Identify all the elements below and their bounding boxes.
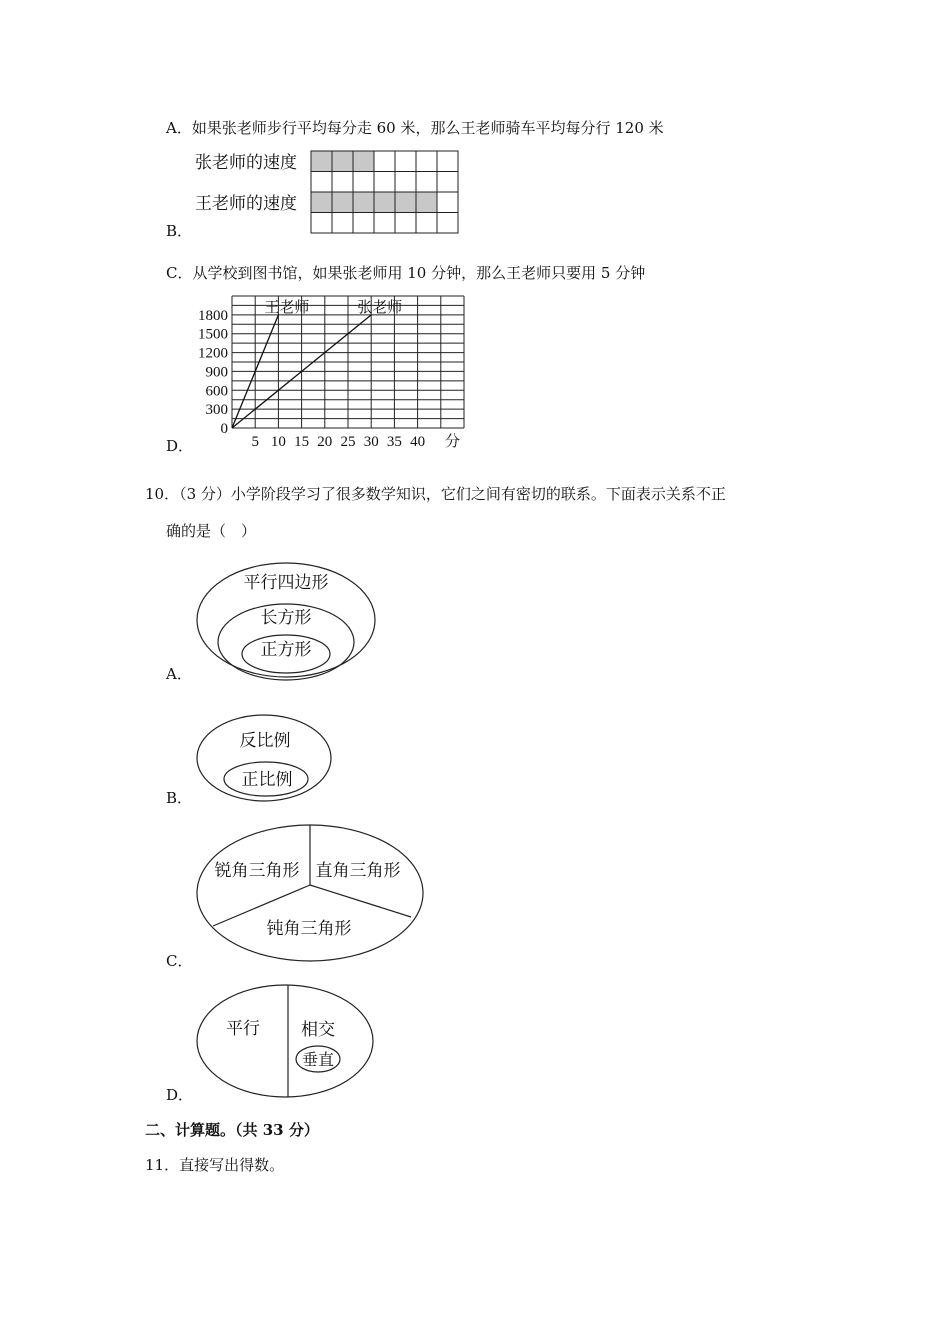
- grid-cell: [395, 192, 416, 213]
- x-tick-label: 40: [410, 434, 426, 450]
- q10-option-b-label: B．: [166, 789, 193, 807]
- grid-cell: [395, 151, 416, 172]
- y-tick-label: 1500: [198, 326, 228, 343]
- grid-cell: [416, 151, 437, 172]
- x-axis-label: 分: [445, 434, 461, 450]
- grid-cell: [353, 213, 374, 234]
- grid-cell: [416, 213, 437, 234]
- q9-option-b-label: B．: [166, 222, 193, 240]
- option-label: A．: [166, 119, 192, 137]
- label-perpendicular: 垂直: [301, 1050, 335, 1069]
- x-tick-label: 25: [340, 434, 356, 450]
- grid-cell: [374, 151, 395, 172]
- grid-cell: [332, 192, 353, 213]
- outer-ellipse: [197, 985, 373, 1097]
- label-intersect: 相交: [301, 1020, 335, 1040]
- x-tick-label: 5: [251, 434, 259, 450]
- label-parallelogram: 平行四边形: [243, 573, 329, 593]
- q10-figure-d: [195, 983, 377, 1107]
- divider-right: [310, 885, 411, 917]
- grid-cell: [395, 213, 416, 234]
- y-tick-label: 0: [220, 421, 228, 437]
- speed-grid-figure: [193, 148, 463, 242]
- y-tick-label: 300: [205, 402, 228, 419]
- grid-cell: [437, 213, 458, 234]
- label-obtuse-triangle: 钝角三角形: [266, 919, 352, 939]
- x-tick-label: 20: [317, 434, 333, 450]
- venn-a-svg: [195, 560, 379, 682]
- venn-c-svg: [195, 822, 427, 966]
- label-right-triangle: 直角三角形: [315, 861, 401, 881]
- x-tick-label: 10: [270, 434, 286, 450]
- grid-cell: [332, 151, 353, 172]
- label-parallel: 平行: [226, 1019, 260, 1039]
- label-acute-triangle: 锐角三角形: [214, 861, 300, 881]
- y-tick-label: 1200: [198, 345, 228, 362]
- grid-cell: [374, 172, 395, 193]
- grid-cell: [374, 213, 395, 234]
- grid-cell: [437, 151, 458, 172]
- grid-cell: [353, 172, 374, 193]
- label-square: 正方形: [260, 640, 312, 660]
- section-heading: 二、计算题。（共 33 分）: [145, 1121, 319, 1139]
- y-tick-label: 600: [205, 383, 228, 400]
- option-text: 从学校到图书馆，如果张老师用 10 分钟，那么王老师只要用 5 分钟: [192, 264, 646, 282]
- zhang-speed-label: 张老师的速度: [195, 153, 297, 173]
- q10-stem-line1: [145, 484, 726, 504]
- label-rectangle: 长方形: [260, 608, 312, 628]
- q10-figure-c: [195, 822, 427, 970]
- venn-b-svg: [195, 712, 335, 808]
- q9-option-c: [166, 263, 645, 283]
- grid-cell: [332, 172, 353, 193]
- q10-stem-line2: 确的是（ ）: [166, 522, 257, 540]
- q9-option-d-label: D．: [166, 437, 194, 455]
- grid-cell: [311, 151, 332, 172]
- grid-cell: [332, 213, 353, 234]
- grid-cell: [416, 192, 437, 213]
- question-score: （3 分）: [179, 485, 231, 503]
- x-tick-label: 30: [363, 434, 379, 450]
- question-text: 小学阶段学习了很多数学知识，它们之间有密切的联系。下面表示关系不正: [230, 485, 726, 503]
- grid-cell: [416, 172, 437, 193]
- q10-figure-a: [195, 560, 379, 686]
- series-label: 王老师: [264, 299, 310, 316]
- x-tick-label: 15: [294, 434, 310, 450]
- label-direct-proportion: 正比例: [241, 770, 293, 790]
- grid-cell: [311, 192, 332, 213]
- q10-option-c-label: C．: [166, 952, 193, 970]
- grid-cell: [437, 192, 458, 213]
- option-text: 如果张老师步行平均每分走 60 米，那么王老师骑车平均每分行 120 米: [191, 119, 664, 137]
- grid-cell: [437, 172, 458, 193]
- q10-option-d-label: D．: [166, 1086, 194, 1104]
- question-number: 10．: [145, 485, 180, 503]
- wang-speed-label: 王老师的速度: [195, 194, 297, 214]
- chart-svg: [185, 290, 475, 458]
- grid-cell: [374, 192, 395, 213]
- y-tick-label: 900: [205, 364, 228, 381]
- q11-stem: 11．直接写出得数。: [145, 1156, 285, 1174]
- option-label: C．: [166, 264, 193, 282]
- series-label: 张老师: [357, 299, 403, 316]
- x-tick-label: 35: [386, 434, 402, 450]
- grid-cell: [353, 151, 374, 172]
- q10-figure-b: [195, 712, 335, 812]
- grid-cell: [311, 172, 332, 193]
- q10-option-a-label: A．: [166, 665, 192, 683]
- grid-cell: [395, 172, 416, 193]
- grid-cell: [353, 192, 374, 213]
- label-inverse-proportion: 反比例: [239, 731, 291, 751]
- venn-d-svg: [195, 983, 377, 1103]
- grid-cell: [311, 213, 332, 234]
- speed-grid-svg: [193, 148, 463, 238]
- distance-time-chart: [185, 290, 475, 462]
- q9-option-a: [166, 118, 664, 138]
- y-tick-label: 1800: [198, 307, 228, 324]
